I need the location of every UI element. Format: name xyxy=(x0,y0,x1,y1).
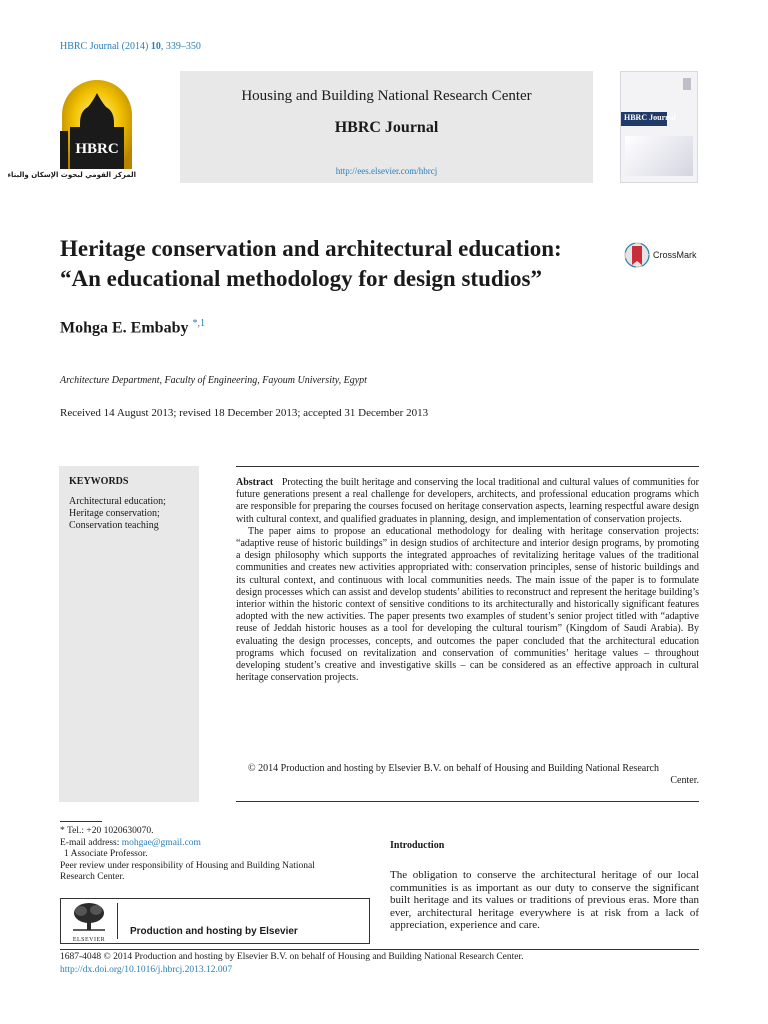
copyright-line-2: Center. xyxy=(670,775,699,786)
elsevier-tagline: Production and hosting by Elsevier xyxy=(130,926,298,937)
elsevier-logo-text: ELSEVIER xyxy=(72,937,106,943)
journal-name: HBRC Journal xyxy=(334,119,439,136)
footnote-email xyxy=(60,838,370,850)
keyword-item: Architectural education; xyxy=(69,496,166,507)
crossmark-label: CrossMark xyxy=(653,250,697,260)
abstract-paragraph-1 xyxy=(236,477,699,526)
cover-label: HBRC Journal xyxy=(624,113,676,122)
abstract-text xyxy=(236,477,699,684)
keywords-heading: KEYWORDS xyxy=(69,476,129,487)
email-prefix: E-mail address: xyxy=(60,837,122,848)
journal-citation xyxy=(60,41,201,52)
email-link[interactable]: mohgae@gmail.com xyxy=(121,837,201,848)
introduction-heading: Introduction xyxy=(390,840,445,851)
elsevier-logo xyxy=(69,902,109,943)
citation-journal: HBRC Journal (2014) xyxy=(60,41,151,52)
abstract-paragraph-1-text: Protecting the built heritage and conserving the local traditional and cultural values of communities for future generations present a real challenge for developers, architects, and professional education programs which are responsible for preparing the courses focused on heritage conservation aspects, learning respectful aware design with cultural context, and qualified graduates in planning, design, and implementation of conservation projects. xyxy=(236,477,699,525)
keywords-list xyxy=(69,496,166,532)
citation-volume: 10 xyxy=(150,41,161,52)
author-affiliation: Architecture Department, Faculty of Engineering, Fayoum University, Egypt xyxy=(60,375,367,386)
footnote-associate: 1 Associate Professor. xyxy=(64,849,148,859)
logo-arabic-text: المركز القومي لبحوث الإسكان والبناء xyxy=(7,171,136,179)
author-name xyxy=(60,318,205,337)
elsevier-hosting-box xyxy=(60,898,370,944)
logo-text: HBRC xyxy=(75,141,119,157)
crossmark-badge[interactable] xyxy=(624,241,704,269)
abstract-paragraph-2: The paper aims to propose an educational methodology for dealing with heritage conservation projects: “adaptive reuse of historic buildings” in design studios of architecture and interior design programs, by promoting a design philosophy which supports the integrated approaches of revitalizing heritage values of the traditional communities and creates new activities appropriated with: conservation principles, sense of historic buildings and its cultural context, and continuous with local communities needs. The main issue of the paper is to formulate design processes which can assist and develop students’ abilities to reconstruct and represent the heritage building’s interior within the historic context of sensitive conditions to its architecturally and historically significant features adopted with the new activities. The paper presents two examples of student’s senior project titled with “adaptive reuse of Jeddah historic houses as a tool for developing the cultural tourism” (Kingdom of Saudi Arabia). By evaluating the design processes, concepts, and outcomes the paper concluded that the architectural education programs which focused on revitalization and conservation of communities’ heritage values – throughout developing student’s creative and investigative skills – can be considered as an effective approach in cultural heritage conservation projects. xyxy=(236,525,699,684)
cover-emblem xyxy=(683,78,691,90)
cover-title-bar xyxy=(621,112,676,126)
copyright-line-1: © 2014 Production and hosting by Elsevier B.V. on behalf of Housing and Building National Research xyxy=(248,763,659,774)
title-line-2: “An educational methodology for design studios” xyxy=(60,266,543,291)
journal-masthead xyxy=(180,71,593,183)
peer-review-line-1: Peer review under responsibility of Housing and Building National xyxy=(60,860,315,871)
abstract-section xyxy=(236,466,699,802)
journal-url-link[interactable]: http://ees.elsevier.com/hbrcj xyxy=(335,166,438,176)
footnote-tel: * Tel.: +20 1020630070. xyxy=(60,826,154,836)
title-line-1: Heritage conservation and architectural education: xyxy=(60,236,562,261)
introduction-text: The obligation to conserve the architectural heritage of our local communities is as important as our duty to conserve the significant built heritage and its values or traditions of previous eras. More than ever, architectural heritage everywhere is at risk from a lack of appreciation, experience and care. xyxy=(390,869,699,932)
author-footnote-marks[interactable]: *,1 xyxy=(192,318,205,329)
article-title xyxy=(60,234,600,294)
issn-copyright-line: 1687-4048 © 2014 Production and hosting by Elsevier B.V. on behalf of Housing and Building National Research Center. xyxy=(60,952,524,962)
hbrc-logo xyxy=(7,71,136,183)
peer-review-line-2: Research Center. xyxy=(60,872,125,882)
research-center-name: Housing and Building National Research Center xyxy=(241,88,532,104)
keyword-item: Conservation teaching xyxy=(69,520,159,531)
footnotes xyxy=(60,826,370,884)
abstract-copyright xyxy=(236,763,699,787)
citation-pages: , 339–350 xyxy=(160,41,201,52)
page-footer-divider xyxy=(60,949,699,950)
doi-link[interactable]: http://dx.doi.org/10.1016/j.hbrcj.2013.12.007 xyxy=(60,965,233,975)
keyword-item: Heritage conservation; xyxy=(69,508,160,519)
hbrc-logo-graphic xyxy=(7,71,136,183)
author-name-text: Mohga E. Embaby xyxy=(60,319,189,337)
article-dates: Received 14 August 2013; revised 18 December 2013; accepted 31 December 2013 xyxy=(60,407,429,419)
cover-graphic xyxy=(625,136,693,176)
abstract-label: Abstract xyxy=(236,477,274,488)
journal-cover-thumbnail xyxy=(620,71,698,183)
keywords-panel xyxy=(59,466,199,802)
crossmark-icon xyxy=(624,241,650,269)
footnote-divider xyxy=(60,821,102,822)
elsevier-tree-icon xyxy=(69,902,109,932)
elsevier-divider xyxy=(117,903,118,939)
